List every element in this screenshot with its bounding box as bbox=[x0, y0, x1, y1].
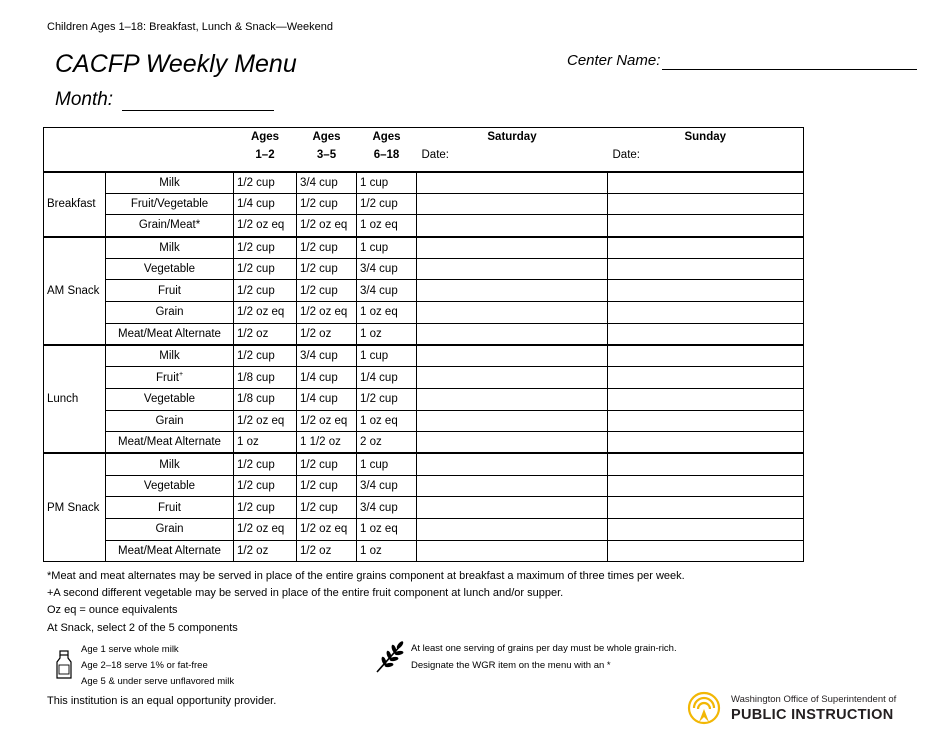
portion-cell: 1/8 cup bbox=[234, 388, 297, 410]
menu-entry-saturday[interactable] bbox=[417, 388, 608, 410]
portion-cell: 1 oz bbox=[357, 540, 417, 562]
menu-entry-saturday[interactable] bbox=[417, 540, 608, 562]
footnote: +A second different vegetable may be served in place of the entire fruit component at lunch and/or supper. bbox=[47, 587, 564, 600]
table-row bbox=[44, 475, 804, 497]
equal-opportunity-statement: This institution is an equal opportunity provider. bbox=[47, 695, 277, 707]
component-cell: Milk bbox=[106, 172, 234, 194]
menu-entry-sunday[interactable] bbox=[608, 432, 804, 454]
menu-entry-sunday[interactable] bbox=[608, 453, 804, 475]
menu-entry-saturday[interactable] bbox=[417, 345, 608, 367]
portion-cell: 1/4 cup bbox=[297, 388, 357, 410]
component-cell: Vegetable bbox=[106, 475, 234, 497]
age-header-2: Ages 3–5 bbox=[297, 128, 357, 172]
portion-cell: 1 cup bbox=[357, 237, 417, 259]
menu-entry-saturday[interactable] bbox=[417, 215, 608, 237]
portion-cell: 1 oz eq bbox=[357, 519, 417, 541]
component-cell: Vegetable bbox=[106, 258, 234, 280]
table-row bbox=[44, 237, 804, 259]
menu-entry-sunday[interactable] bbox=[608, 345, 804, 367]
menu-entry-saturday[interactable] bbox=[417, 193, 608, 215]
portion-cell: 1/2 oz eq bbox=[297, 410, 357, 432]
menu-entry-saturday[interactable] bbox=[417, 302, 608, 324]
menu-entry-saturday[interactable] bbox=[417, 410, 608, 432]
portion-cell: 1/2 oz bbox=[297, 323, 357, 345]
component-cell: Meat/Meat Alternate bbox=[106, 432, 234, 454]
portion-cell: 1/8 cup bbox=[234, 367, 297, 389]
table-row bbox=[44, 193, 804, 215]
table-row bbox=[44, 497, 804, 519]
portion-cell: 1/2 oz bbox=[234, 323, 297, 345]
meal-name: Lunch bbox=[44, 345, 106, 453]
footnote: Oz eq = ounce equivalents bbox=[47, 604, 178, 617]
portion-cell: 1 1/2 oz bbox=[297, 432, 357, 454]
portion-cell: 1 oz eq bbox=[357, 302, 417, 324]
portion-cell: 1/2 oz bbox=[234, 540, 297, 562]
portion-cell: 1/2 oz eq bbox=[234, 410, 297, 432]
portion-cell: 1/2 cup bbox=[234, 258, 297, 280]
table-row bbox=[44, 453, 804, 475]
table-row bbox=[44, 519, 804, 541]
milk-notes: Age 1 serve whole milk Age 2–18 serve 1% or fat-free Age 5 & under serve unflavored milk bbox=[81, 644, 235, 688]
portion-cell: 1/2 cup bbox=[234, 280, 297, 302]
menu-entry-sunday[interactable] bbox=[608, 258, 804, 280]
portion-cell: 2 oz bbox=[357, 432, 417, 454]
portion-cell: 1/2 oz bbox=[297, 540, 357, 562]
table-row bbox=[44, 410, 804, 432]
menu-entry-sunday[interactable] bbox=[608, 388, 804, 410]
portion-cell: 1/2 cup bbox=[234, 172, 297, 194]
menu-entry-saturday[interactable] bbox=[417, 280, 608, 302]
component-cell: Fruit+ bbox=[106, 367, 234, 389]
portion-cell: 1/2 oz eq bbox=[234, 215, 297, 237]
portion-cell: 1/4 cup bbox=[357, 367, 417, 389]
portion-cell: 1/2 oz eq bbox=[234, 302, 297, 324]
menu-entry-saturday[interactable] bbox=[417, 453, 608, 475]
table-row bbox=[44, 432, 804, 454]
menu-entry-sunday[interactable] bbox=[608, 237, 804, 259]
ospi-logo-icon bbox=[685, 689, 723, 727]
meal-name: PM Snack bbox=[44, 453, 106, 561]
day-header-sunday: Sunday Date: bbox=[608, 128, 804, 172]
center-name-field[interactable] bbox=[662, 69, 917, 70]
meal-name: AM Snack bbox=[44, 237, 106, 345]
menu-entry-sunday[interactable] bbox=[608, 172, 804, 194]
portion-cell: 3/4 cup bbox=[357, 258, 417, 280]
portion-cell: 3/4 cup bbox=[297, 172, 357, 194]
component-cell: Grain bbox=[106, 410, 234, 432]
menu-entry-sunday[interactable] bbox=[608, 497, 804, 519]
wheat-icon bbox=[374, 640, 406, 674]
menu-entry-saturday[interactable] bbox=[417, 367, 608, 389]
portion-cell: 1/2 cup bbox=[297, 237, 357, 259]
component-cell: Grain bbox=[106, 519, 234, 541]
menu-entry-saturday[interactable] bbox=[417, 432, 608, 454]
component-cell: Fruit bbox=[106, 497, 234, 519]
table-row bbox=[44, 367, 804, 389]
portion-cell: 1/2 cup bbox=[297, 193, 357, 215]
page-title: CACFP Weekly Menu bbox=[55, 50, 297, 78]
portion-cell: 1/2 cup bbox=[297, 258, 357, 280]
portion-cell: 1/2 cup bbox=[357, 193, 417, 215]
table-row bbox=[44, 280, 804, 302]
footnote: At Snack, select 2 of the 5 components bbox=[47, 621, 238, 634]
menu-entry-sunday[interactable] bbox=[608, 540, 804, 562]
portion-cell: 1/2 cup bbox=[234, 237, 297, 259]
table-row bbox=[44, 302, 804, 324]
menu-entry-saturday[interactable] bbox=[417, 237, 608, 259]
portion-cell: 1 cup bbox=[357, 172, 417, 194]
portion-cell: 1/2 oz eq bbox=[297, 302, 357, 324]
portion-cell: 1/2 cup bbox=[234, 475, 297, 497]
table-row bbox=[44, 540, 804, 562]
menu-entry-sunday[interactable] bbox=[608, 323, 804, 345]
milk-bottle-icon bbox=[55, 650, 73, 680]
component-cell: Fruit/Vegetable bbox=[106, 193, 234, 215]
portion-cell: 1 oz bbox=[234, 432, 297, 454]
table-row bbox=[44, 388, 804, 410]
table-row bbox=[44, 172, 804, 194]
component-cell: Milk bbox=[106, 453, 234, 475]
menu-entry-saturday[interactable] bbox=[417, 172, 608, 194]
age-header-1: Ages 1–2 bbox=[234, 128, 297, 172]
component-cell: Milk bbox=[106, 237, 234, 259]
logo-line-1: Washington Office of Superintendent of bbox=[731, 694, 897, 705]
portion-cell: 3/4 cup bbox=[297, 345, 357, 367]
portion-cell: 1 oz eq bbox=[357, 215, 417, 237]
table-row bbox=[44, 323, 804, 345]
portion-cell: 1/2 cup bbox=[297, 497, 357, 519]
footnotes bbox=[47, 568, 685, 637]
menu-entry-sunday[interactable] bbox=[608, 410, 804, 432]
portion-cell: 1/2 oz eq bbox=[297, 215, 357, 237]
portion-cell: 1/2 cup bbox=[234, 497, 297, 519]
portion-cell: 1/2 cup bbox=[234, 453, 297, 475]
footnote: *Meat and meat alternates may be served in place of the entire grains component at breakfast a maximum of three times per week. bbox=[47, 570, 685, 582]
menu-entry-saturday[interactable] bbox=[417, 497, 608, 519]
day-header-saturday: Saturday Date: bbox=[417, 128, 608, 172]
portion-cell: 1/4 cup bbox=[297, 367, 357, 389]
menu-entry-saturday[interactable] bbox=[417, 258, 608, 280]
menu-entry-sunday[interactable] bbox=[608, 280, 804, 302]
table-row bbox=[44, 215, 804, 237]
table-row bbox=[44, 345, 804, 367]
month-label: Month: bbox=[55, 89, 114, 110]
portion-cell: 1/2 oz eq bbox=[234, 519, 297, 541]
menu-table bbox=[43, 127, 804, 562]
portion-cell: 1 cup bbox=[357, 345, 417, 367]
menu-entry-sunday[interactable] bbox=[608, 519, 804, 541]
portion-cell: 1 oz bbox=[357, 323, 417, 345]
center-name-label: Center Name: bbox=[567, 52, 661, 69]
portion-cell: 1 oz eq bbox=[357, 410, 417, 432]
component-cell: Meat/Meat Alternate bbox=[106, 540, 234, 562]
month-field[interactable] bbox=[122, 110, 274, 111]
portion-cell: 1/2 oz eq bbox=[297, 519, 357, 541]
portion-cell: 3/4 cup bbox=[357, 497, 417, 519]
table-row bbox=[44, 258, 804, 280]
component-cell: Grain bbox=[106, 302, 234, 324]
menu-entry-sunday[interactable] bbox=[608, 193, 804, 215]
portion-cell: 3/4 cup bbox=[357, 475, 417, 497]
logo-line-2: PUBLIC INSTRUCTION bbox=[731, 707, 894, 723]
portion-cell: 1/2 cup bbox=[297, 453, 357, 475]
menu-entry-sunday[interactable] bbox=[608, 475, 804, 497]
portion-cell: 1/4 cup bbox=[234, 193, 297, 215]
component-cell: Meat/Meat Alternate bbox=[106, 323, 234, 345]
portion-cell: 1/2 cup bbox=[357, 388, 417, 410]
component-cell: Milk bbox=[106, 345, 234, 367]
component-cell: Vegetable bbox=[106, 388, 234, 410]
grain-notes: At least one serving of grains per day must be whole grain-rich. Designate the WGR item on the menu with an * bbox=[411, 643, 677, 671]
meal-name: Breakfast bbox=[44, 172, 106, 237]
portion-cell: 1/2 cup bbox=[234, 345, 297, 367]
portion-cell: 1/2 cup bbox=[297, 475, 357, 497]
menu-entry-saturday[interactable] bbox=[417, 323, 608, 345]
portion-cell: 1 cup bbox=[357, 453, 417, 475]
menu-entry-sunday[interactable] bbox=[608, 215, 804, 237]
portion-cell: 3/4 cup bbox=[357, 280, 417, 302]
age-header-3: Ages 6–18 bbox=[357, 128, 417, 172]
component-cell: Grain/Meat* bbox=[106, 215, 234, 237]
document-subtitle: Children Ages 1–18: Breakfast, Lunch & Snack—Weekend bbox=[47, 21, 333, 33]
component-cell: Fruit bbox=[106, 280, 234, 302]
menu-entry-saturday[interactable] bbox=[417, 475, 608, 497]
menu-entry-sunday[interactable] bbox=[608, 302, 804, 324]
menu-entry-saturday[interactable] bbox=[417, 519, 608, 541]
menu-entry-sunday[interactable] bbox=[608, 367, 804, 389]
portion-cell: 1/2 cup bbox=[297, 280, 357, 302]
